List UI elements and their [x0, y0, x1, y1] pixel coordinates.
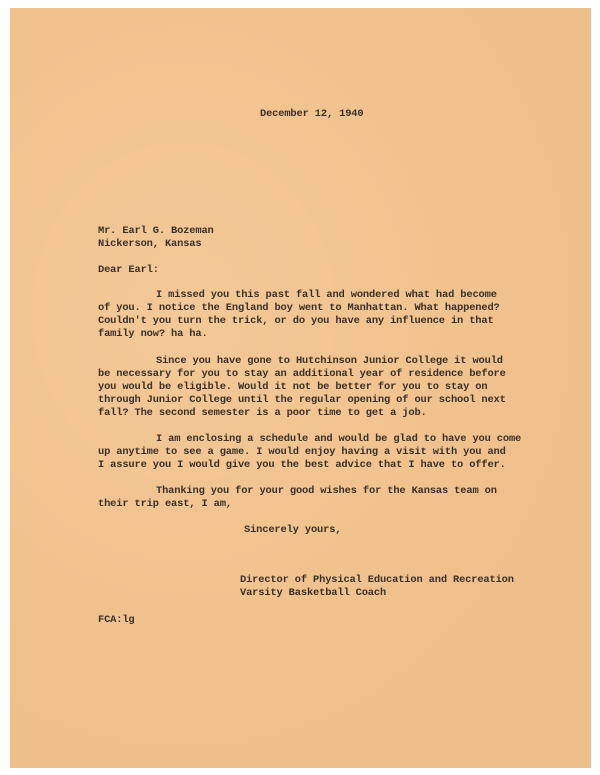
paragraph-4-line: their trip east, I am,: [98, 498, 232, 510]
paragraph-2-line: be necessary for you to stay an additional year of residence before: [98, 368, 506, 380]
paragraph-4-line: Thanking you for your good wishes for the Kansas team on: [156, 485, 497, 497]
reference-initials: FCA:lg: [98, 614, 135, 626]
recipient-location: Nickerson, Kansas: [98, 238, 202, 250]
paragraph-1-line: I missed you this past fall and wondered what had become: [156, 289, 497, 301]
paragraph-1-line: of you. I notice the England boy went to Manhattan. What happened?: [98, 302, 500, 314]
signature-title-1: Director of Physical Education and Recreation: [240, 574, 514, 586]
recipient-name: Mr. Earl G. Bozeman: [98, 225, 214, 237]
paragraph-2-line: you would be eligible. Would it not be better for you to stay on: [98, 381, 488, 393]
letter-page: [10, 8, 591, 768]
salutation: Dear Earl:: [98, 264, 159, 276]
paragraph-3-line: I assure you I would give you the best advice that I have to offer.: [98, 459, 506, 471]
closing: Sincerely yours,: [244, 524, 342, 536]
paragraph-2-line: fall? The second semester is a poor time to get a job.: [98, 407, 427, 419]
paragraph-3-line: up anytime to see a game. I would enjoy having a visit with you and: [98, 446, 506, 458]
paragraph-2-line: Since you have gone to Hutchinson Junior College it would: [156, 355, 503, 367]
letter-date: December 12, 1940: [260, 108, 364, 120]
signature-title-2: Varsity Basketball Coach: [240, 587, 387, 599]
paragraph-3-line: I am enclosing a schedule and would be glad to have you come: [156, 433, 522, 445]
paragraph-2-line: through Junior College until the regular opening of our school next: [98, 394, 506, 406]
paragraph-1-line: family now? ha ha.: [98, 328, 208, 340]
paragraph-1-line: Couldn't you turn the trick, or do you have any influence in that: [98, 315, 494, 327]
